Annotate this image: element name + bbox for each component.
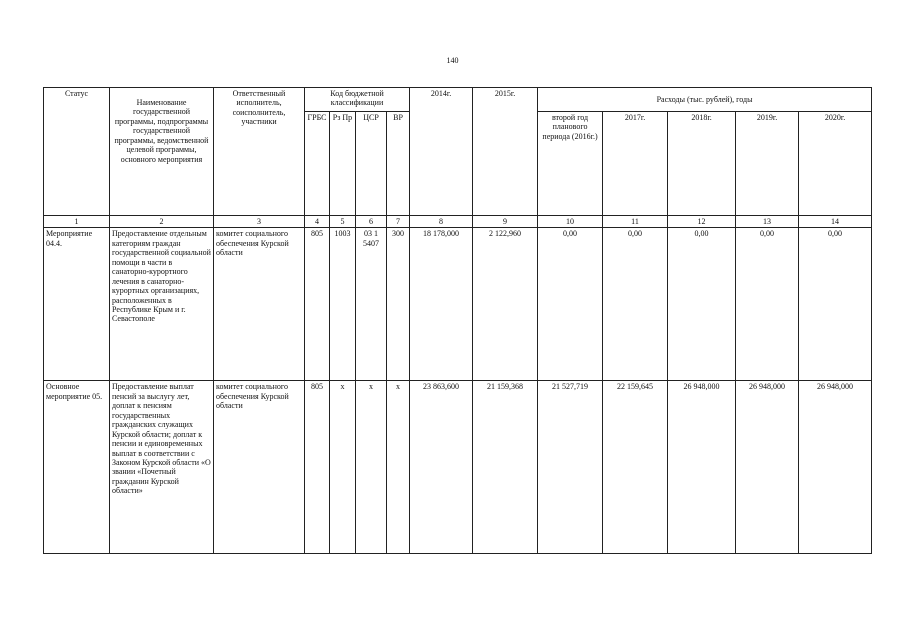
header-budget-code: Код бюджетной классификации	[305, 88, 410, 112]
col-number: 3	[214, 216, 305, 228]
column-number-row	[44, 216, 872, 228]
header-2019: 2019г.	[736, 112, 799, 216]
header-rzpr: Рз Пр	[330, 112, 356, 216]
header-2020: 2020г.	[799, 112, 872, 216]
row-2017: 22 159,645	[603, 381, 668, 554]
header-grbs: ГРБС	[305, 112, 330, 216]
col-number: 5	[330, 216, 356, 228]
row-vr: 300	[387, 228, 410, 381]
header-responsible: Ответственный исполнитель, соисполнитель, участники	[214, 88, 305, 216]
col-number: 2	[110, 216, 214, 228]
row-2020: 26 948,000	[799, 381, 872, 554]
col-number: 13	[736, 216, 799, 228]
budget-table	[43, 87, 872, 554]
row-status: Основное мероприятие 05.	[44, 381, 110, 554]
col-number: 6	[356, 216, 387, 228]
row-rzpr: 1003	[330, 228, 356, 381]
header-vr: ВР	[387, 112, 410, 216]
header-2014: 2014г.	[410, 88, 473, 216]
row-2016: 21 527,719	[538, 381, 603, 554]
row-responsible: комитет социального обеспечения Курской области	[214, 228, 305, 381]
header-2018: 2018г.	[668, 112, 736, 216]
row-2020: 0,00	[799, 228, 872, 381]
col-number: 14	[799, 216, 872, 228]
row-vr: x	[387, 381, 410, 554]
col-number: 1	[44, 216, 110, 228]
row-name: Предоставление отдельным категориям граждан государственной социальной помощи в части в санаторно-курортного лечения в санаторно-курортных организациях, расположенных в Республике Крым и г. Севастополе	[110, 228, 214, 381]
header-csr: ЦСР	[356, 112, 387, 216]
row-responsible: комитет социального обеспечения Курской области	[214, 381, 305, 554]
row-2015: 2 122,960	[473, 228, 538, 381]
table-row	[44, 228, 872, 381]
row-2018: 26 948,000	[668, 381, 736, 554]
row-csr: 03 1 5407	[356, 228, 387, 381]
row-2018: 0,00	[668, 228, 736, 381]
header-2016: второй год планового периода (2016г.)	[538, 112, 603, 216]
row-2017: 0,00	[603, 228, 668, 381]
row-2014: 23 863,600	[410, 381, 473, 554]
col-number: 7	[387, 216, 410, 228]
header-2017: 2017г.	[603, 112, 668, 216]
row-2019: 26 948,000	[736, 381, 799, 554]
page-number: 140	[446, 56, 459, 65]
header-2015: 2015г.	[473, 88, 538, 216]
row-name: Предоставление выплат пенсий за выслугу лет, доплат к пенсиям государственных гражданских служащих Курской области; доплат к пенсии и единовременных выплат в соответствии с Законом Курской области «О звании «Почетный гражданин Курской области»	[110, 381, 214, 554]
col-number: 10	[538, 216, 603, 228]
col-number: 12	[668, 216, 736, 228]
row-rzpr: x	[330, 381, 356, 554]
table-row	[44, 381, 872, 554]
col-number: 11	[603, 216, 668, 228]
header-name: Наименование государственной программы, подпрограммы государственной программы, ведомственной целевой программы, основного мероприятия	[110, 88, 214, 216]
col-number: 9	[473, 216, 538, 228]
col-number: 8	[410, 216, 473, 228]
row-2019: 0,00	[736, 228, 799, 381]
col-number: 4	[305, 216, 330, 228]
row-2016: 0,00	[538, 228, 603, 381]
row-2014: 18 178,000	[410, 228, 473, 381]
row-grbs: 805	[305, 228, 330, 381]
row-2015: 21 159,368	[473, 381, 538, 554]
header-row	[44, 88, 872, 112]
header-status: Статус	[44, 88, 110, 216]
row-status: Мероприятие 04.4.	[44, 228, 110, 381]
row-csr: x	[356, 381, 387, 554]
header-expenses: Расходы (тыс. рублей), годы	[538, 88, 872, 112]
row-grbs: 805	[305, 381, 330, 554]
